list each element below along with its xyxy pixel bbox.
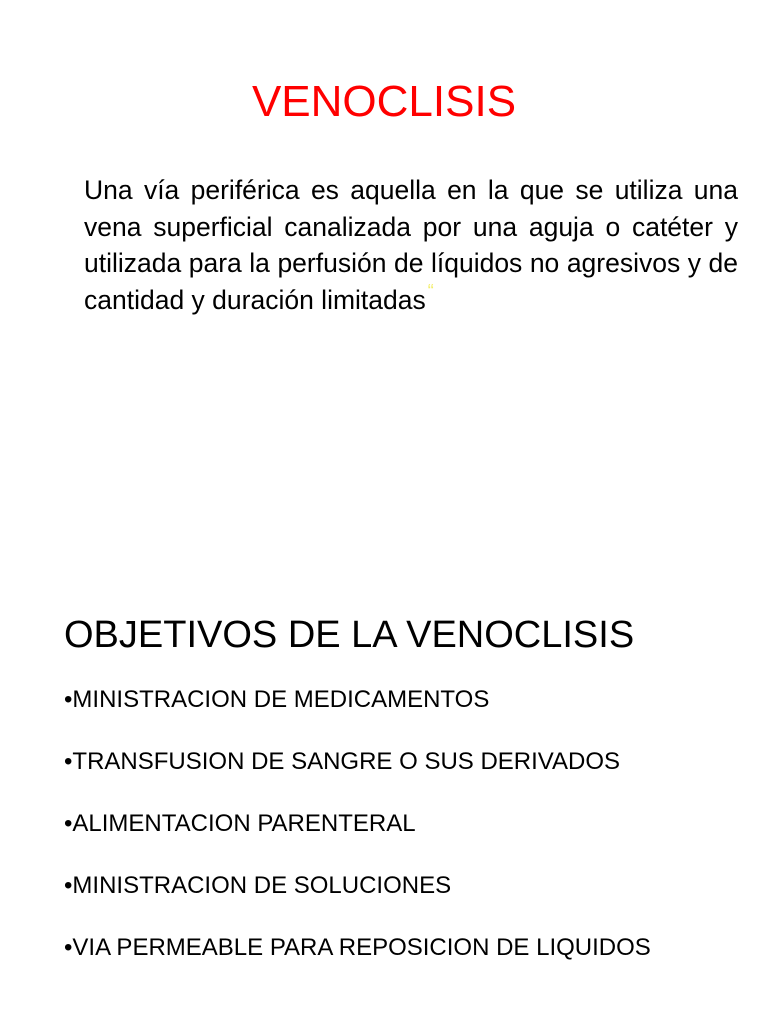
page-title-text: VENOCLISIS	[251, 77, 517, 126]
intro-text: Una vía periférica es aquella en la que se utiliza una vena superficial canalizada por una aguja o catéter y utilizada para la perfusión de líquidos no agresivos y de cantidad y duración limitadas	[84, 175, 738, 315]
list-item: •ALIMENTACION PARENTERAL	[64, 810, 416, 837]
list-item: •MINISTRACION DE MEDICAMENTOS	[64, 686, 490, 713]
objectives-heading: OBJETIVOS DE LA VENOCLISIS	[64, 614, 635, 656]
list-item: •TRANSFUSION DE SANGRE O SUS DERIVADOS	[64, 748, 621, 775]
quote-mark: “	[427, 280, 434, 301]
page-title	[0, 74, 768, 130]
intro-paragraph	[84, 172, 738, 318]
objectives-list	[64, 684, 724, 994]
list-item: •MINISTRACION DE SOLUCIONES	[64, 872, 452, 899]
list-item: •VIA PERMEABLE PARA REPOSICION DE LIQUIDOS	[64, 934, 651, 961]
